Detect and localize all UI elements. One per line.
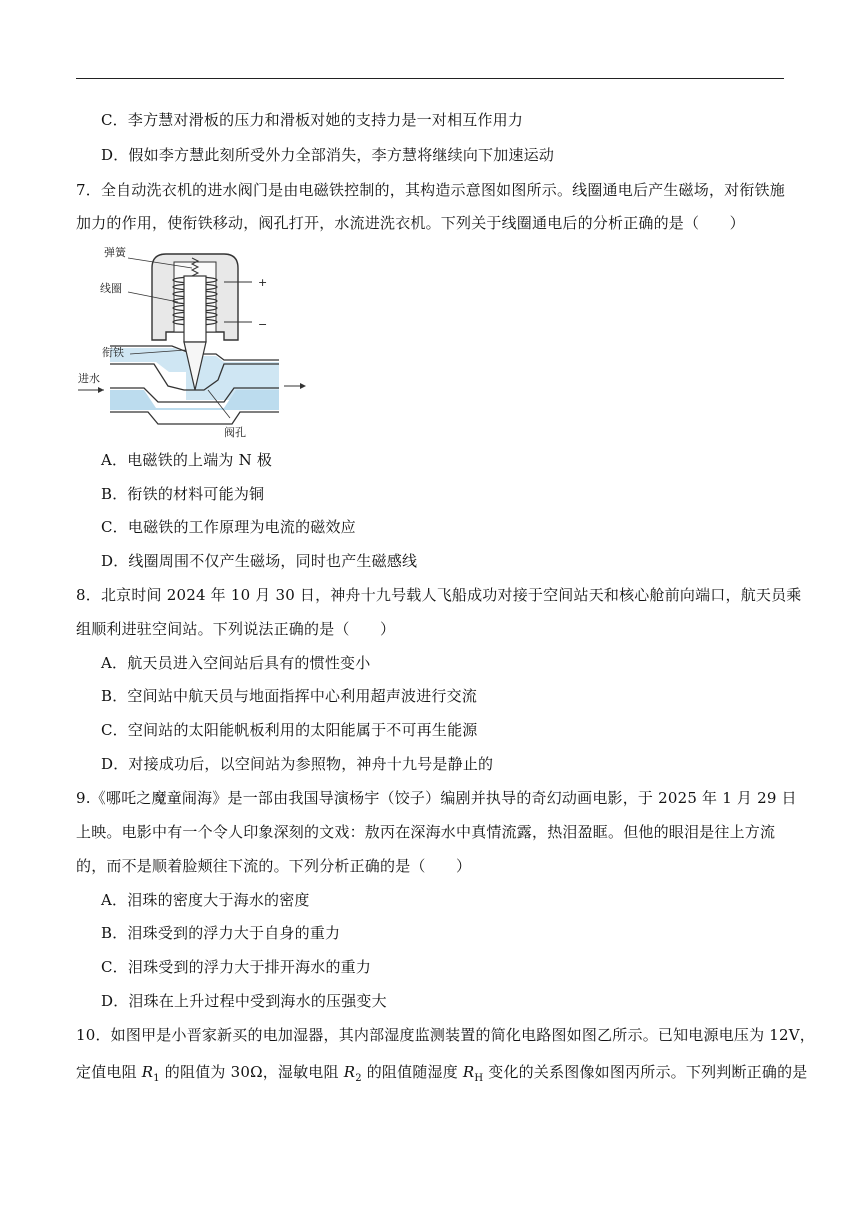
spring-label: 弹簧 [104,246,126,259]
q9-stem-line3: 的，而不是顺着脸颊往下流的。下列分析正确的是（ ） [76,857,472,875]
armature-label: 衔铁 [102,346,124,359]
q9-option-a: A．泪珠的密度大于海水的密度 [101,891,310,909]
solenoid-valve-figure [74,240,314,440]
q7-option-c: C．电磁铁的工作原理为电流的磁效应 [101,518,356,536]
q7-option-a: A．电磁铁的上端为 N 极 [101,451,273,469]
r2-symbol: R [343,1063,356,1081]
q8-option-c: C．空间站的太阳能帆板利用的太阳能属于不可再生能源 [101,721,478,739]
rh-symbol: R [462,1063,475,1081]
q10-text-c: 的阻值随湿度 [361,1063,463,1081]
pipe-wall-lower [110,412,279,424]
inlet-arrow-icon [98,387,104,393]
q9-stem-line2: 上映。电影中有一个令人印象深刻的文戏：敖丙在深海水中真情流露，热泪盈眶。但他的眼泪是往上方流 [76,823,776,841]
q9-option-d: D．泪珠在上升过程中受到海水的压强变大 [101,992,387,1010]
armature-rod [184,276,206,342]
q7-option-b: B．衔铁的材料可能为铜 [101,485,265,503]
q10-text-a: 定值电阻 [76,1063,142,1081]
q7-option-d: D．线圈周围不仅产生磁场，同时也产生磁感线 [101,552,418,570]
rh-subscript: H [474,1073,484,1084]
r2-subscript: 2 [355,1073,362,1084]
q10-text-b: 的阻值为 30Ω，湿敏电阻 [159,1063,344,1081]
plus-label: + [258,276,268,289]
prev-option-d: D．假如李方慧此刻所受外力全部消失，李方慧将继续向下加速运动 [101,146,555,164]
q9-option-c: C．泪珠受到的浮力大于排开海水的重力 [101,958,372,976]
header-rule [76,78,784,79]
q8-stem-line2: 组顺利进驻空间站。下列说法正确的是（ ） [76,620,396,638]
q10-stem-line2 [76,1062,807,1089]
q8-stem-line1: 8．北京时间 2024 年 10 月 30 日，神舟十九号载人飞船成功对接于空间站天和核心舱前向端口，航天员乘 [76,586,802,604]
q7-stem-line2: 加力的作用，使衔铁移动，阀孔打开，水流进洗衣机。下列关于线圈通电后的分析正确的是（ ） [76,214,745,232]
q9-option-b: B．泪珠受到的浮力大于自身的重力 [101,924,341,942]
prev-option-c: C．李方慧对滑板的压力和滑板对她的支持力是一对相互作用力 [101,111,524,129]
r1-subscript: 1 [153,1073,160,1084]
q8-option-d: D．对接成功后，以空间站为参照物，神舟十九号是静止的 [101,755,494,773]
q9-stem-line1: 9.《哪吒之魔童闹海》是一部由我国导演杨宇（饺子）编剧并执导的奇幻动画电影，于 2025 年 1 月 29 日 [76,789,797,807]
q8-option-b: B．空间站中航天员与地面指挥中心利用超声波进行交流 [101,687,478,705]
q7-stem-line1: 7．全自动洗衣机的进水阀门是由电磁铁控制的，其构造示意图如图所示。线圈通电后产生磁场，对衔铁施 [76,181,785,199]
inlet-label: 进水 [78,372,100,385]
q10-text-d: 变化的关系图像如图丙所示。下列判断正确的是 [483,1063,808,1081]
q8-option-a: A．航天员进入空间站后具有的惯性变小 [101,654,371,672]
coil-label: 线圈 [100,282,122,295]
hole-label: 阀孔 [224,426,246,439]
minus-label: − [258,318,268,331]
q10-stem-line1: 10．如图甲是小晋家新买的电加湿器，其内部湿度监测装置的简化电路图如图乙所示。已知电源电压为 12V， [76,1026,815,1044]
outlet-arrow-icon [300,383,306,389]
r1-symbol: R [141,1063,154,1081]
